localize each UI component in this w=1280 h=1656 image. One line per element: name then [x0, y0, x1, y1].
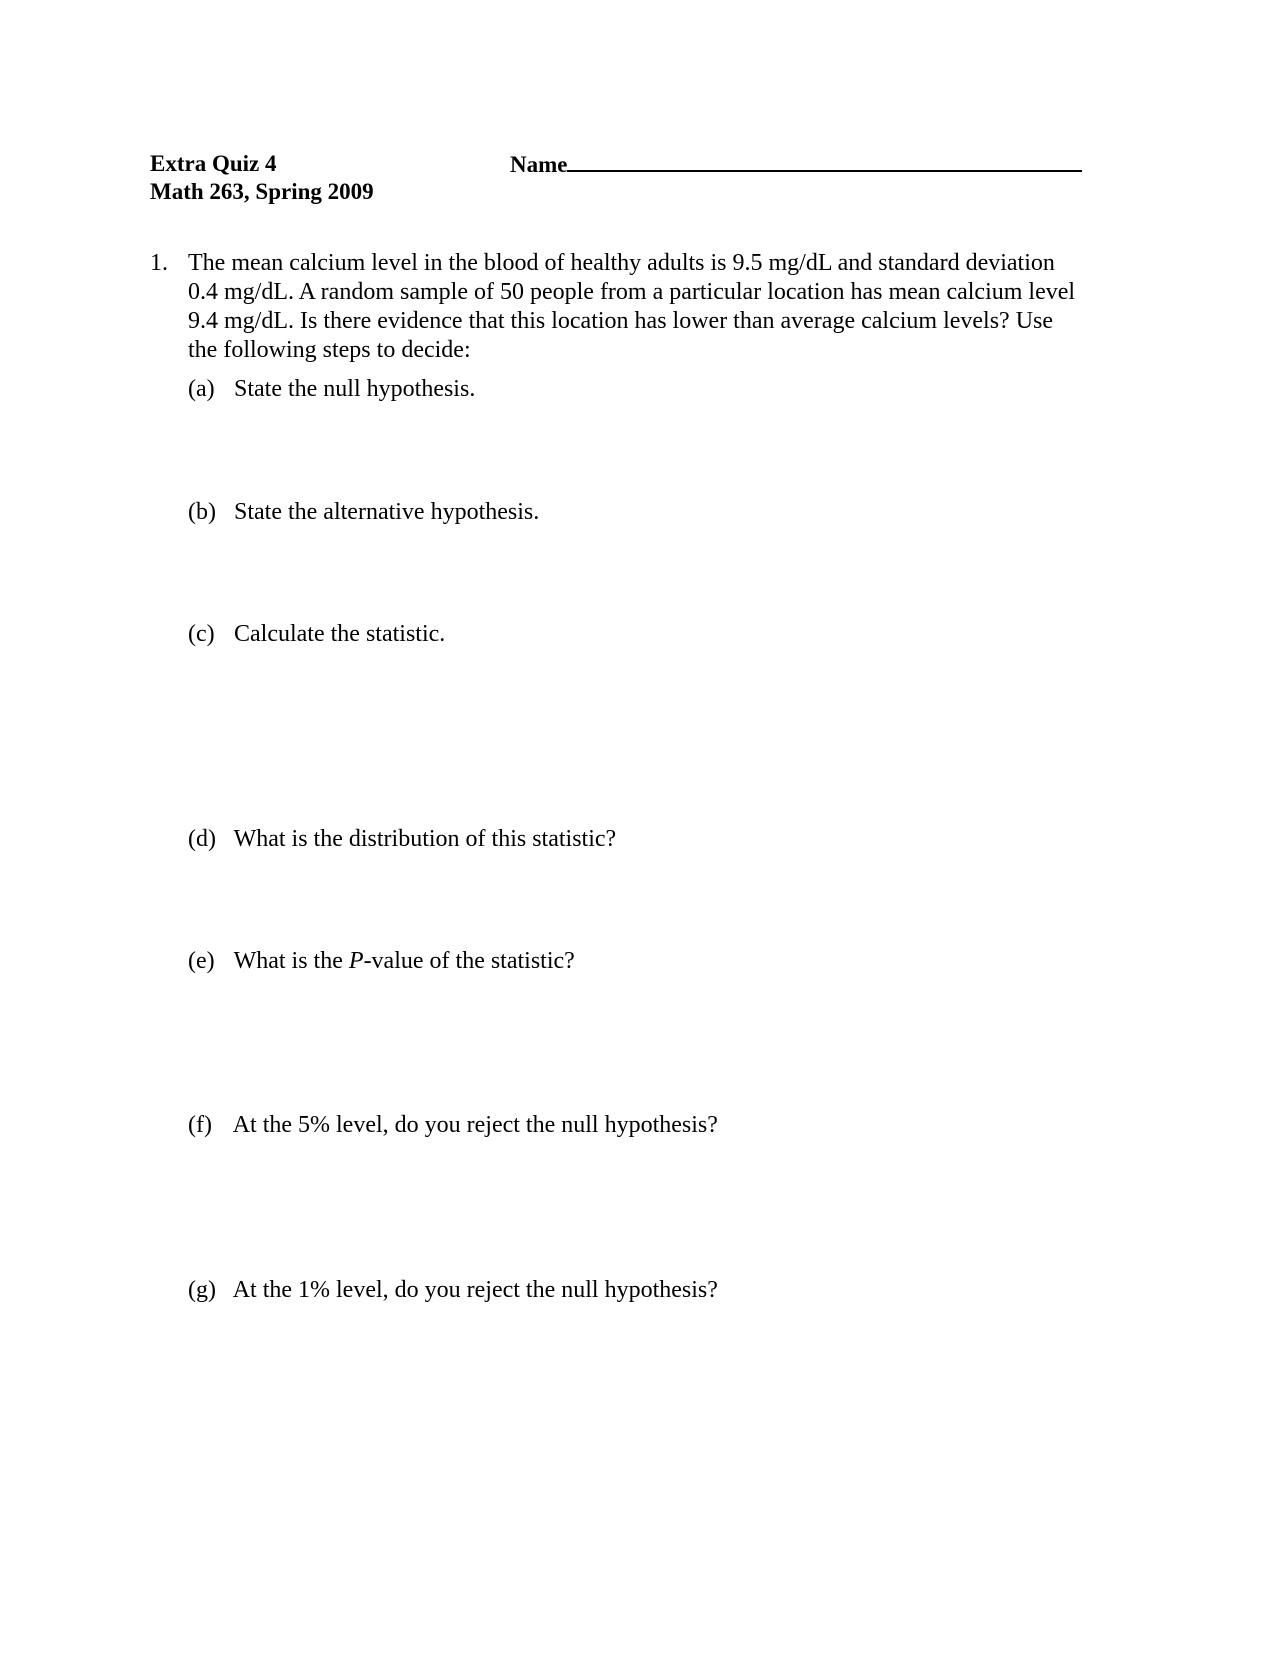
part-text-before: What is the — [233, 948, 349, 974]
part-label: (c) — [188, 621, 215, 647]
question-text: The mean calcium level in the blood of healthy adults is 9.5 mg/dL and standard deviation 0.4 mg/dL. A random sample of 50 people from a particular location has mean calcium level 9.4 mg/dL. Is there evidence that this location has lower than average calcium levels? Use the following steps to decide: — [188, 250, 1076, 363]
part-f — [188, 1111, 718, 1140]
name-field[interactable] — [510, 150, 1082, 179]
part-label: (a) — [188, 376, 215, 402]
part-text: State the null hypothesis. — [234, 376, 476, 402]
part-text: State the alternative hypothesis. — [234, 499, 540, 525]
part-text: What is the distribution of this statistic? — [233, 826, 617, 852]
part-e — [188, 947, 575, 976]
part-text: At the 5% level, do you reject the null hypothesis? — [232, 1112, 718, 1138]
part-label: (e) — [188, 948, 215, 974]
name-blank-line[interactable] — [567, 150, 1082, 172]
part-label: (b) — [188, 499, 216, 525]
part-b — [188, 498, 539, 527]
course-title: Math 263, Spring 2009 — [150, 179, 374, 204]
part-c — [188, 620, 445, 649]
part-text-italic: P — [348, 948, 364, 974]
part-label: (g) — [188, 1277, 216, 1303]
part-text: At the 1% level, do you reject the null hypothesis? — [232, 1277, 718, 1303]
part-label: (f) — [188, 1112, 212, 1138]
part-label: (d) — [188, 826, 216, 852]
part-a — [188, 375, 475, 404]
quiz-title: Extra Quiz 4 — [150, 151, 277, 176]
name-label: Name — [510, 152, 568, 177]
question-number: 1. — [150, 250, 168, 276]
part-text-after: -value of the statistic? — [363, 948, 575, 974]
part-text: Calculate the statistic. — [234, 621, 446, 647]
part-g — [188, 1276, 718, 1305]
part-d — [188, 825, 616, 854]
